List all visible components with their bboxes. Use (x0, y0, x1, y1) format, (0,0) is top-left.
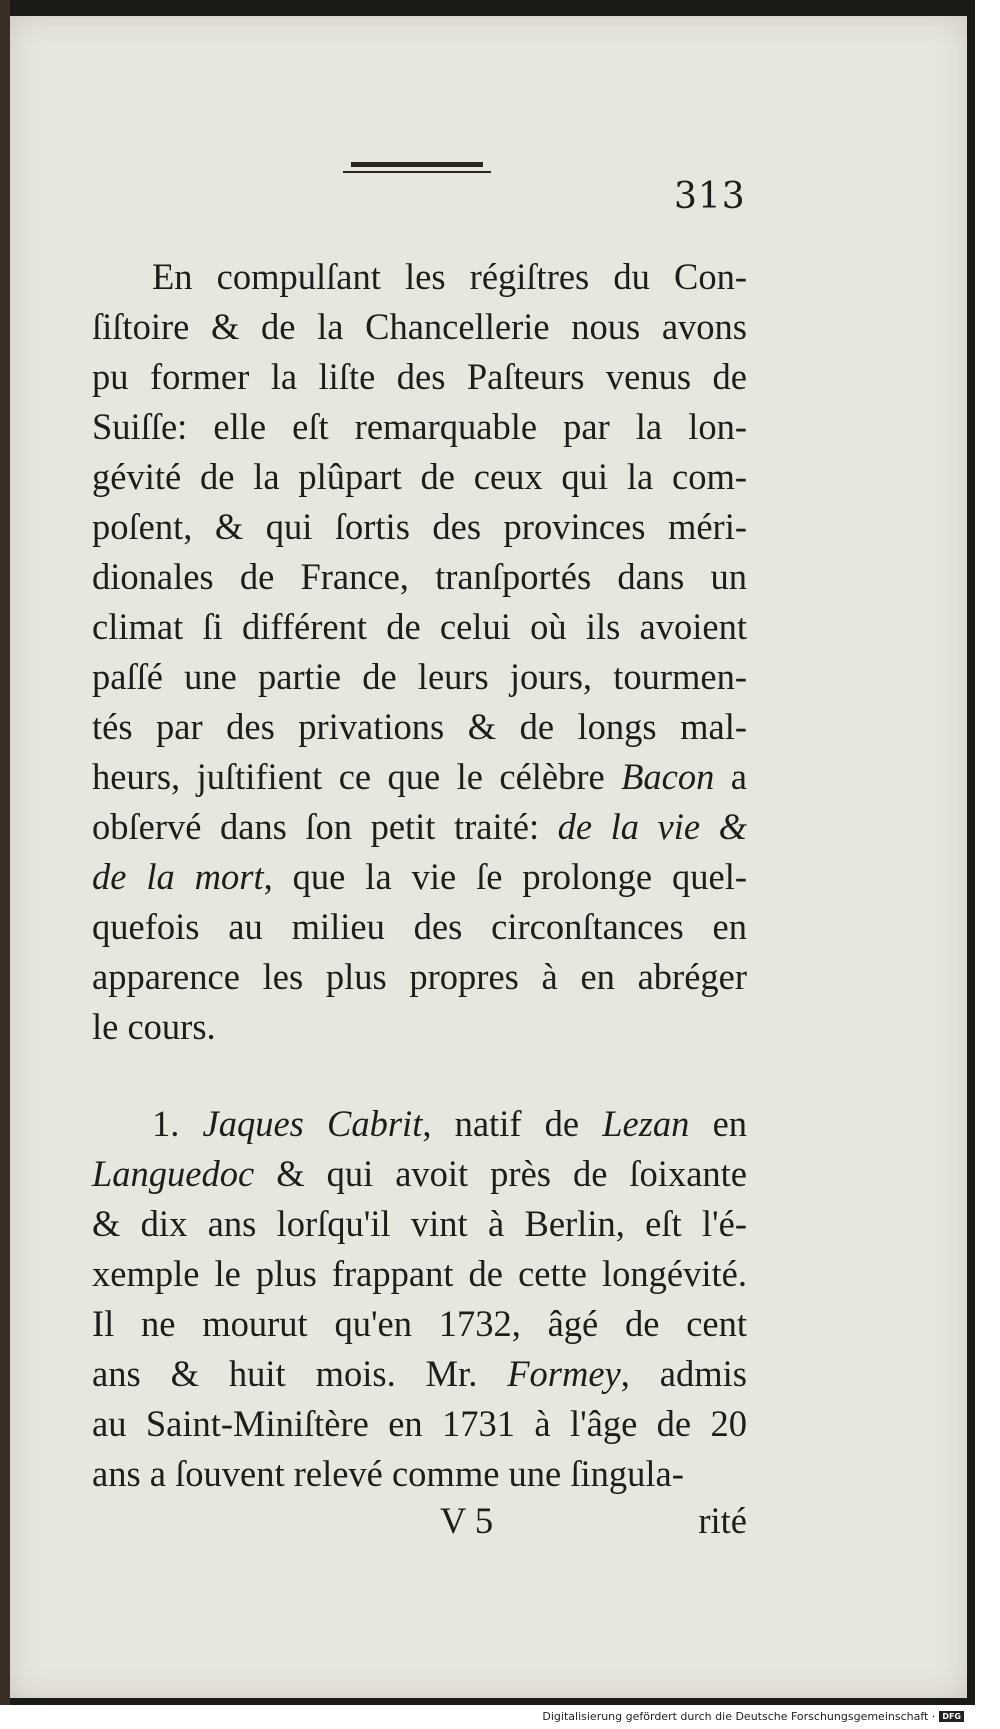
text-line (92, 252, 747, 302)
italic-text: de la vie & (557, 806, 748, 847)
book-spine (0, 0, 10, 1705)
page-footer (92, 1499, 747, 1549)
text-line (92, 902, 747, 952)
line-text: a (714, 756, 747, 797)
line-text: en (689, 1103, 748, 1144)
text-line (92, 352, 747, 402)
line-text: , natif de (422, 1103, 603, 1144)
italic-text: Jaques Cabrit (202, 1103, 423, 1144)
line-text: ſiſtoire & de la Chancellerie nous avons (92, 306, 747, 347)
line-text: gévité de la plûpart de ceux qui la com- (92, 456, 747, 497)
text-line (92, 1299, 747, 1349)
line-text: & dix ans lorſqu'il vint à Berlin, eſt l'é- (92, 1203, 747, 1244)
line-text: , admis (620, 1353, 747, 1394)
line-text: En compulſant les régiſtres du Con- (152, 256, 747, 297)
header-rule-ornament (343, 162, 491, 178)
line-text: , que la vie ſe prolonge quel- (263, 856, 748, 897)
line-text: dionales de France, tranſportés dans un (92, 556, 747, 597)
italic-text: Lezan (602, 1103, 690, 1144)
line-text: paſſé une partie de leurs jours, tourmen- (92, 656, 747, 697)
book-page (10, 16, 967, 1698)
text-line (92, 502, 747, 552)
paragraph-intro (92, 252, 747, 1052)
text-line (92, 1099, 747, 1149)
header-rule-thin (343, 171, 491, 173)
header-rule-thick (351, 162, 483, 167)
text-line (92, 652, 747, 702)
text-line (92, 852, 747, 902)
catchword: rité (698, 1500, 747, 1541)
italic-text: de la mort (92, 856, 264, 897)
text-line (92, 702, 747, 752)
line-text: & qui avoit près de ſoixante (254, 1153, 747, 1194)
text-line (92, 952, 747, 1002)
text-line (92, 452, 747, 502)
text-line (92, 802, 747, 852)
line-text: quefois au milieu des circonſtances en (92, 906, 747, 947)
dfg-logo: DFG (939, 1711, 964, 1722)
text-line (92, 1349, 747, 1399)
line-text: heurs, juſtifient ce que le célèbre (92, 756, 622, 797)
text-line (92, 752, 747, 802)
line-text: 1. (152, 1103, 203, 1144)
text-line (92, 602, 747, 652)
line-text: Suiſſe: elle eſt remarquable par la lon- (92, 406, 747, 447)
italic-text: Bacon (621, 756, 715, 797)
text-line (92, 1199, 747, 1249)
line-text: apparence les plus propres à en abréger (92, 956, 747, 997)
italic-text: Formey (507, 1353, 621, 1394)
line-text: ans a ſouvent relevé comme une ſingula- (92, 1453, 684, 1494)
line-text: obſervé dans ſon petit traité: (92, 806, 558, 847)
text-line (92, 1449, 747, 1499)
signature-mark: V 5 (440, 1500, 494, 1541)
text-line (92, 402, 747, 452)
text-line (92, 302, 747, 352)
page-number: 313 (674, 176, 746, 217)
line-text: climat ſi différent de celui où ils avoient (92, 606, 747, 647)
line-text: pu former la liſte des Paſteurs venus de (92, 356, 747, 397)
italic-text: Languedoc (92, 1153, 255, 1194)
line-text: tés par des privations & de longs mal- (92, 706, 747, 747)
line-text: ans & huit mois. Mr. (92, 1353, 508, 1394)
text-line (92, 1249, 747, 1299)
line-text: le cours. (92, 1006, 216, 1047)
line-text: poſent, & qui ſortis des provinces méri- (92, 506, 747, 547)
line-text: Il ne mourut qu'en 1732, âgé de cent (92, 1303, 747, 1344)
paragraph-entry-1 (92, 1099, 747, 1499)
credit-text: Digitalisierung gefördert durch die Deutsche Forschungsgemeinschaft · (542, 1710, 936, 1723)
digitization-credit (542, 1710, 964, 1723)
line-text: xemple le plus frappant de cette longévité. (92, 1253, 747, 1294)
text-line (92, 1002, 747, 1052)
text-line (92, 1399, 747, 1449)
line-text: au Saint-Miniſtère en 1731 à l'âge de 20 (92, 1403, 747, 1444)
text-line (92, 1149, 747, 1199)
text-line (92, 552, 747, 602)
